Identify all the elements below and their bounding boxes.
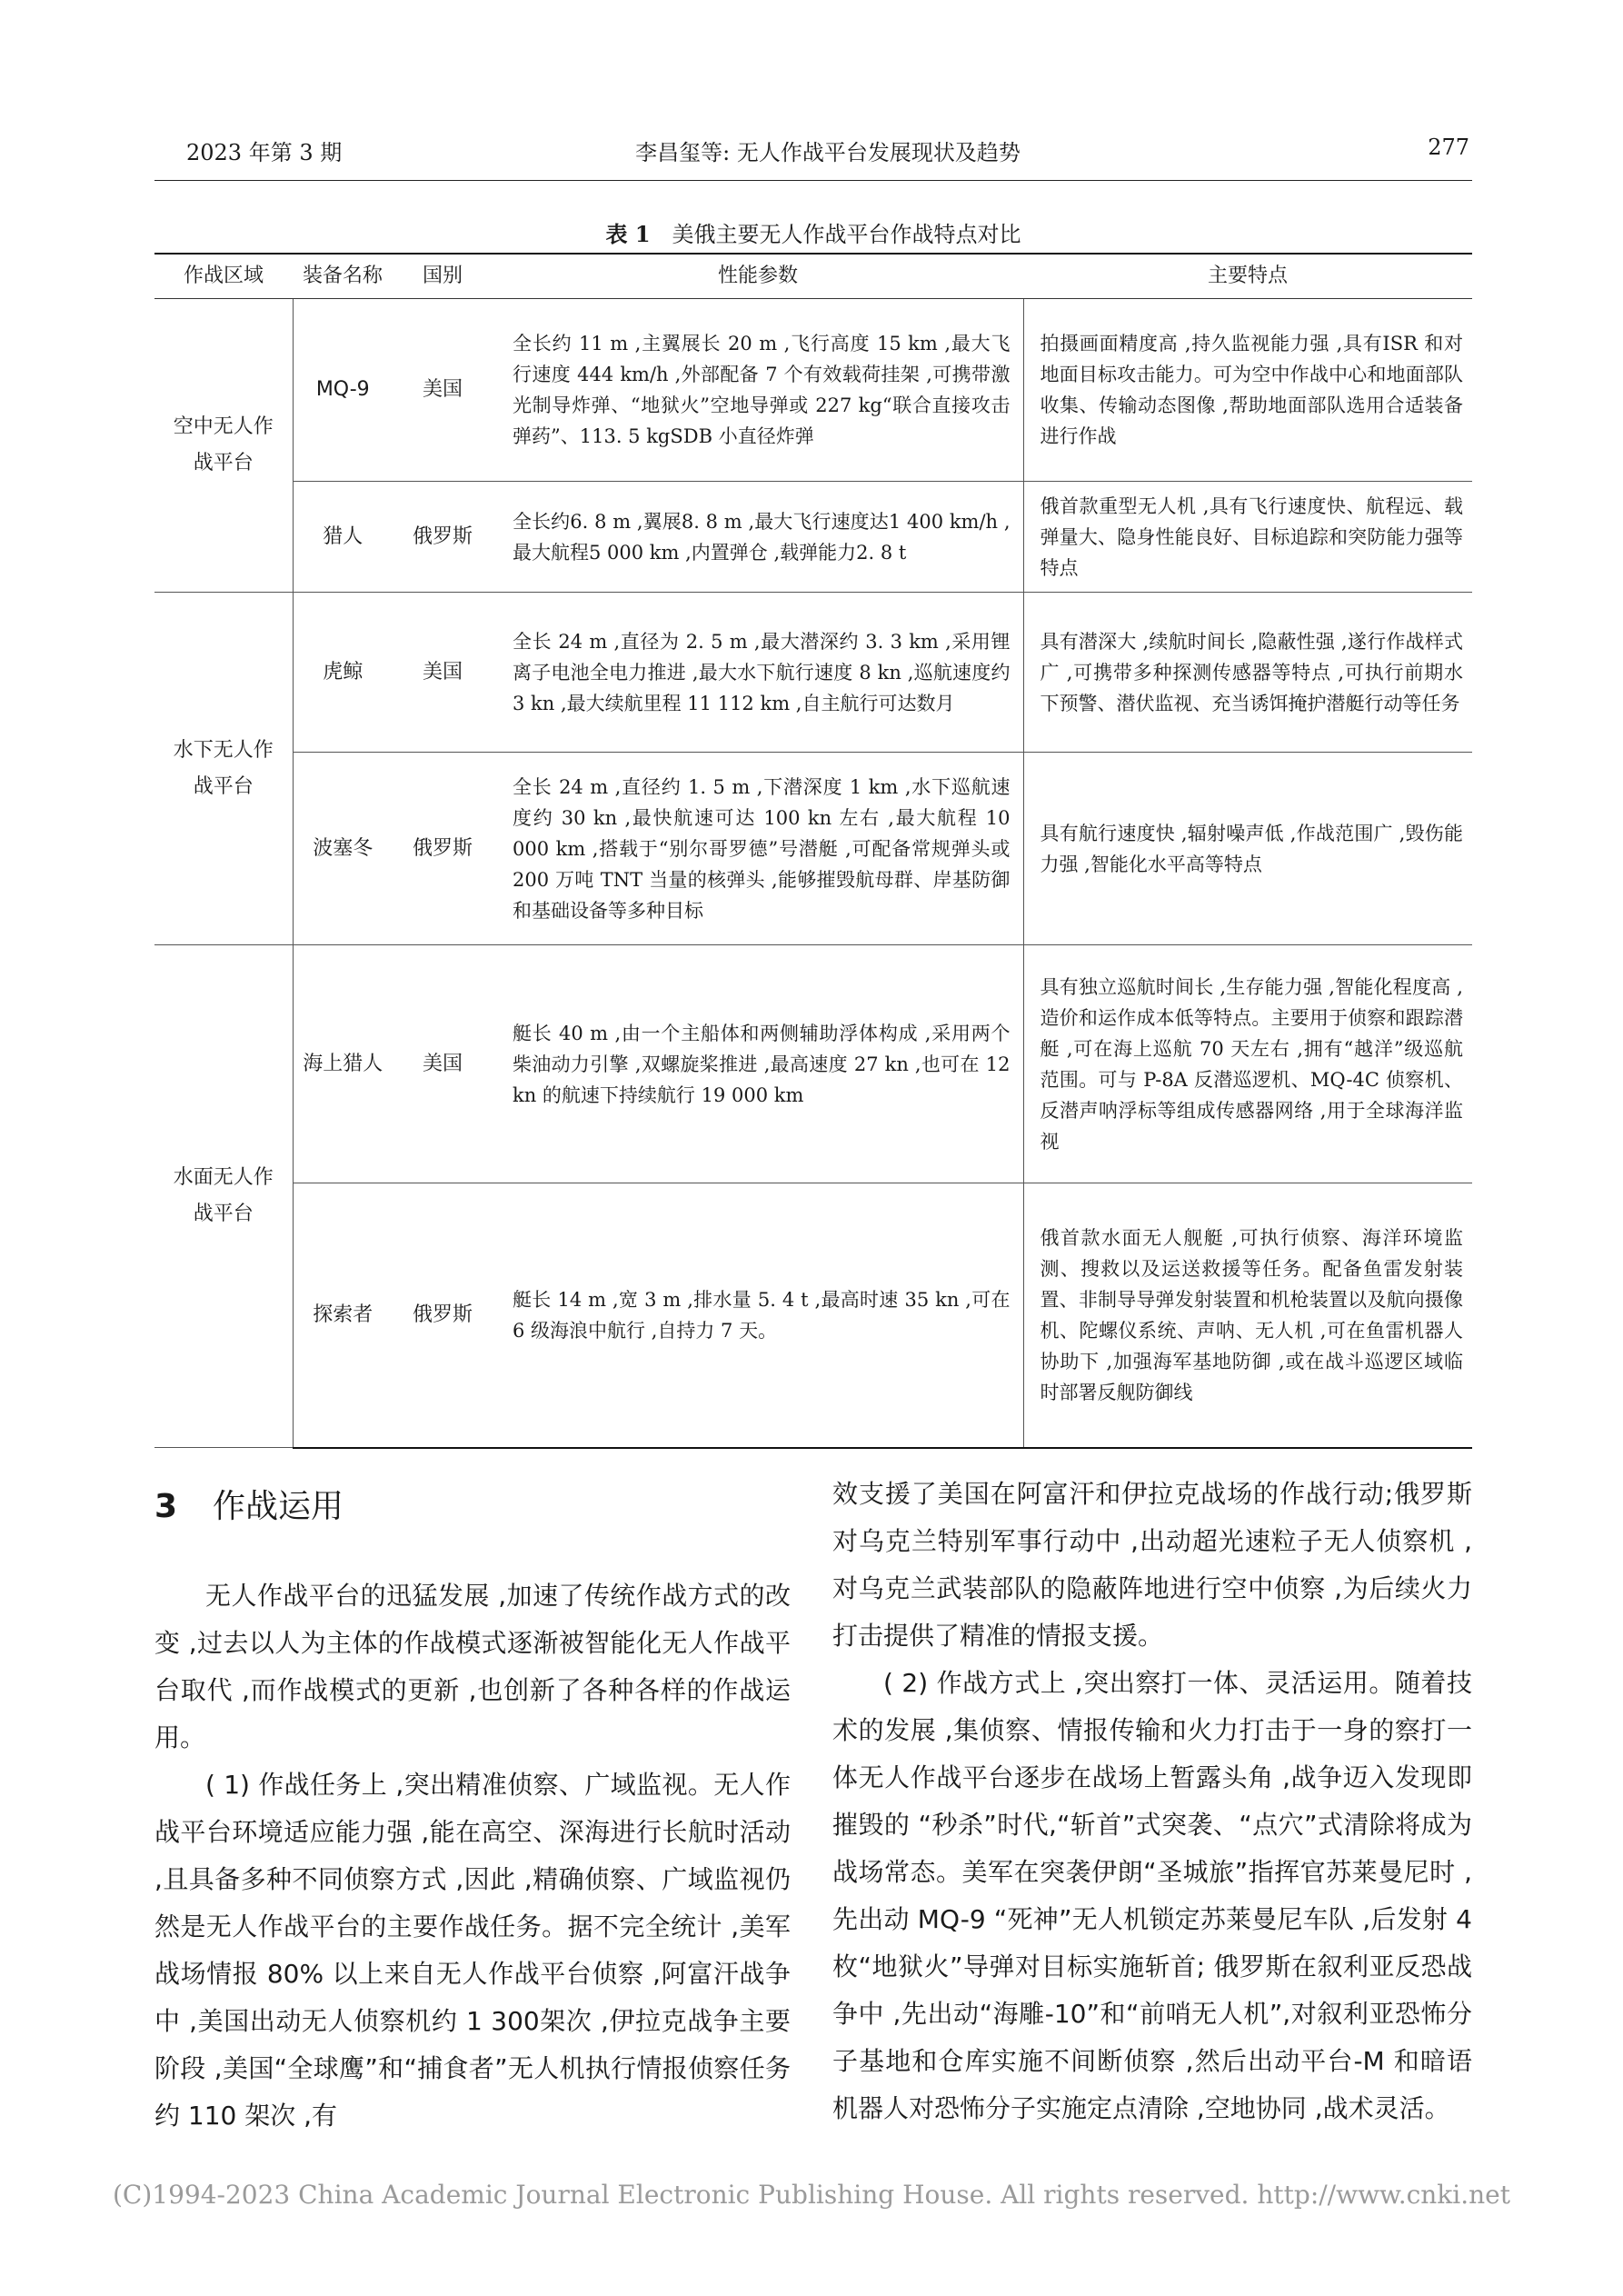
- features-cell: 拍摄画面精度高 ,持久监视能力强 ,具有ISR 和对地面目标攻击能力。可为空中作战中心和地面部队收集、传输动态图像 ,帮助地面部队选用合适装备进行作战: [1023, 299, 1472, 482]
- country-cell: 美国: [393, 593, 493, 753]
- equipment-name: 探索者: [293, 1183, 393, 1448]
- country-cell: 俄罗斯: [393, 482, 493, 593]
- copyright-footer: (C)1994-2023 China Academic Journal Electronic Publishing House. All rights reserved. http://www.cnki.net: [112, 2180, 1510, 2210]
- table-header-row: [154, 254, 1472, 299]
- table-row: [154, 299, 1472, 482]
- issue-label: 2023 年第 3 期: [186, 140, 343, 165]
- body-paragraph: ( 1) 作战任务上 ,突出精准侦察、广域监视。无人作战平台环境适应能力强 ,能在高空、深海进行长航时活动 ,且具备多种不同侦察方式 ,因此 ,精确侦察、广域监视仍然是无人作战平台的主要作战任务。据不完全统计 ,美军战场情报 80% 以上来自无人作战平台侦察 ,阿富汗战争中 ,美国出动无人侦察机约 1 300架次 ,伊拉克战争主要阶段 ,美国“全球鹰”和“捕食者”无人机执行情报侦察任务约 110 架次 ,有: [154, 1770, 791, 2131]
- features-cell: 具有潜深大 ,续航时间长 ,隐蔽性强 ,遂行作战样式广 ,可携带多种探测传感器等特点 ,可执行前期水下预警、潜伏监视、充当诱饵掩护潜艇行动等任务: [1023, 593, 1472, 753]
- table-row: [154, 1183, 1472, 1448]
- performance-cell: 艇长 14 m ,宽 3 m ,排水量 5. 4 t ,最高时速 35 kn ,可在 6 级海浪中航行 ,自持力 7 天。: [493, 1183, 1023, 1448]
- features-cell: 具有航行速度快 ,辐射噪声低 ,作战范围广 ,毁伤能力强 ,智能化水平高等特点: [1023, 753, 1472, 945]
- region-cell: [154, 299, 293, 593]
- performance-cell: 全长约 11 m ,主翼展长 20 m ,飞行高度 15 km ,最大飞行速度 444 km/h ,外部配备 7 个有效载荷挂架 ,可携带激光制导炸弹、“地狱火”空地导弹或 227 kg“联合直接攻击弹药”、113. 5 kgSDB 小直径炸弹: [493, 299, 1023, 482]
- region-label: 空中无人作战平台: [173, 415, 274, 474]
- column-header: 性能参数: [493, 254, 1023, 299]
- left-column: [154, 1482, 791, 2140]
- performance-cell: 全长 24 m ,直径约 1. 5 m ,下潜深度 1 km ,水下巡航速度约 30 kn ,最快航速可达 100 kn 左右 ,最大航程 10 000 km ,搭载于“别尔哥罗德”号潜艇 ,可配备常规弹头或200 万吨 TNT 当量的核弹头 ,能够摧毁航母群、岸基防御和基础设备等多种目标: [493, 753, 1023, 945]
- column-header: 主要特点: [1023, 254, 1472, 299]
- region-label: 水面无人作战平台: [173, 1166, 274, 1225]
- table-row: [154, 593, 1472, 753]
- table-row: [154, 753, 1472, 945]
- performance-cell: 全长 24 m ,直径为 2. 5 m ,最大潜深约 3. 3 km ,采用锂离子电池全电力推进 ,最大水下航行速度 8 kn ,巡航速度约 3 kn ,最大续航里程 11 112 km ,自主航行可达数月: [493, 593, 1023, 753]
- features-cell: 具有独立巡航时间长 ,生存能力强 ,智能化程度高 ,造价和运作成本低等特点。主要用于侦察和跟踪潜艇 ,可在海上巡航 70 天左右 ,拥有“越洋”级巡航范围。可与 P-8A 反潜巡逻机、MQ-4C 侦察机、反潜声呐浮标等组成传感器网络 ,用于全球海洋监视: [1023, 945, 1472, 1183]
- comparison-table: [154, 253, 1472, 1449]
- equipment-name: 猎人: [293, 482, 393, 593]
- header-rule: [154, 180, 1472, 181]
- performance-cell: 全长约6. 8 m ,翼展8. 8 m ,最大飞行速度达1 400 km/h ,最大航程5 000 km ,内置弹仓 ,载弹能力2. 8 t: [493, 482, 1023, 593]
- country-cell: 美国: [393, 299, 493, 482]
- right-column: [832, 1471, 1472, 2132]
- country-cell: 美国: [393, 945, 493, 1183]
- column-header: 装备名称: [293, 254, 393, 299]
- column-header: 国别: [393, 254, 493, 299]
- region-cell: [154, 945, 293, 1448]
- table-caption: [154, 216, 1472, 248]
- page-number: 277: [1428, 135, 1469, 160]
- table-row: [154, 945, 1472, 1183]
- section-title: 作战运用: [213, 1488, 344, 1525]
- country-cell: 俄罗斯: [393, 1183, 493, 1448]
- table-caption-label: 表 1: [605, 221, 651, 247]
- equipment-name: 波塞冬: [293, 753, 393, 945]
- section-number: 3: [154, 1488, 178, 1525]
- body-paragraph: 效支援了美国在阿富汗和伊拉克战场的作战行动;俄罗斯对乌克兰特别军事行动中 ,出动超光速粒子无人侦察机 ,对乌克兰武装部队的隐蔽阵地进行空中侦察 ,为后续火力打击提供了精准的情报支援。: [832, 1479, 1472, 1651]
- body-paragraph: ( 2) 作战方式上 ,突出察打一体、灵活运用。随着技术的发展 ,集侦察、情报传输和火力打击于一身的察打一体无人作战平台逐步在战场上暂露头角 ,战争迈入发现即摧毁的 “秒杀”时代,“斩首”式突袭、“点穴”式清除将成为战场常态。美军在突袭伊朗“圣城旅”指挥官苏莱曼尼时 ,先出动 MQ-9 “死神”无人机锁定苏莱曼尼车队 ,后发射 4 枚“地狱火”导弹对目标实施斩首; 俄罗斯在叙利亚反恐战争中 ,先出动“海雕-10”和“前哨无人机”,对叙利亚恐怖分子基地和仓库实施不间断侦察 ,然后出动平台-M 和暗语机器人对恐怖分子实施定点清除 ,空地协同 ,战术灵活。: [832, 1668, 1472, 2123]
- features-cell: 俄首款水面无人舰艇 ,可执行侦察、海洋环境监测、搜救以及运送救援等任务。配备鱼雷发射装置、非制导导弹发射装置和机枪装置以及航向摄像机、陀螺仪系统、声呐、无人机 ,可在鱼雷机器人协助下 ,加强海军基地防御 ,或在战斗巡逻区域临时部署反舰防御线: [1023, 1183, 1472, 1448]
- table-caption-title: 美俄主要无人作战平台作战特点对比: [672, 222, 1021, 247]
- body-paragraph: 无人作战平台的迅猛发展 ,加速了传统作战方式的改变 ,过去以人为主体的作战模式逐渐被智能化无人作战平台取代 ,而作战模式的更新 ,也创新了各种各样的作战运用。: [154, 1581, 791, 1752]
- equipment-name: 海上猎人: [293, 945, 393, 1183]
- running-header: [186, 135, 1469, 175]
- equipment-name: 虎鲸: [293, 593, 393, 753]
- performance-cell: 艇长 40 m ,由一个主船体和两侧辅助浮体构成 ,采用两个柴油动力引擎 ,双螺旋桨推进 ,最高速度 27 kn ,也可在 12 kn 的航速下持续航行 19 000 km: [493, 945, 1023, 1183]
- section-heading: [154, 1482, 791, 1532]
- table-row: [154, 482, 1472, 593]
- equipment-name: MQ-9: [293, 299, 393, 482]
- region-cell: [154, 593, 293, 945]
- region-label: 水下无人作战平台: [173, 738, 274, 798]
- running-title: 李昌玺等: 无人作战平台发展现状及趋势: [635, 140, 1021, 165]
- country-cell: 俄罗斯: [393, 753, 493, 945]
- column-header: 作战区域: [154, 254, 293, 299]
- features-cell: 俄首款重型无人机 ,具有飞行速度快、航程远、载弹量大、隐身性能良好、目标追踪和突防能力强等特点: [1023, 482, 1472, 593]
